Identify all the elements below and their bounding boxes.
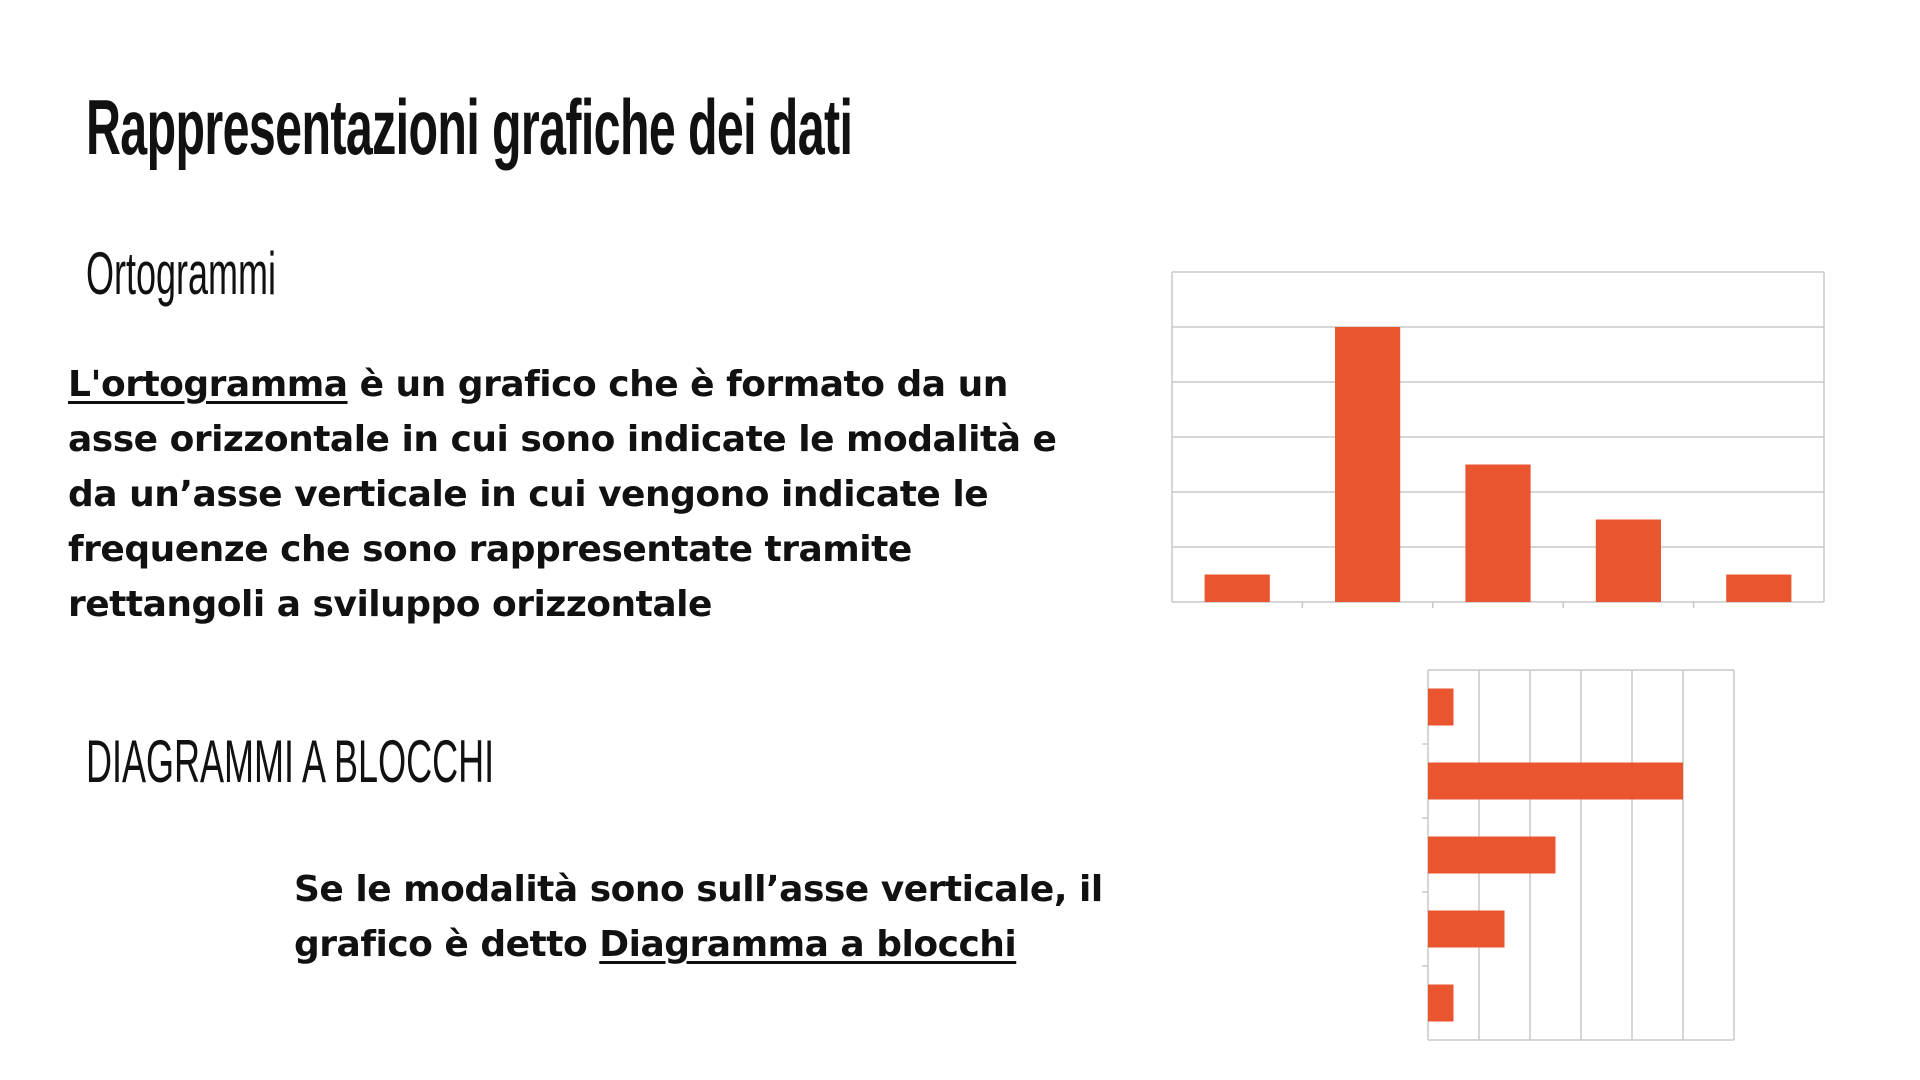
diagramma-definition <box>294 862 1194 972</box>
bar <box>1428 689 1454 726</box>
bar <box>1428 985 1454 1022</box>
bar <box>1465 465 1530 603</box>
bar <box>1596 520 1661 603</box>
definition-line: grafico è detto <box>294 924 600 965</box>
section-heading-diagrammi: DIAGRAMMI A BLOCCHI <box>86 728 495 795</box>
definition-line: rettangoli a sviluppo orizzontale <box>68 584 712 625</box>
vertical-bar-chart <box>1168 262 1828 612</box>
page-title: Rappresentazioni grafiche dei dati <box>86 83 853 171</box>
ortogramma-definition <box>68 357 1148 632</box>
bar <box>1428 763 1683 800</box>
definition-line: Se le modalità sono sull’asse verticale, il <box>294 869 1103 910</box>
bar <box>1428 911 1505 948</box>
ortogramma-term: L'ortogramma <box>68 364 348 405</box>
definition-line: frequenze che sono rappresentate tramite <box>68 529 912 570</box>
bar <box>1428 837 1556 874</box>
definition-line: da un’asse verticale in cui vengono indicate le <box>68 474 989 515</box>
definition-line: asse orizzontale in cui sono indicate le modalità e <box>68 419 1057 460</box>
bar <box>1726 575 1791 603</box>
section-heading-ortogrammi: Ortogrammi <box>86 240 277 307</box>
bar <box>1335 327 1400 602</box>
diagramma-term: Diagramma a blocchi <box>599 924 1017 965</box>
horizontal-bar-chart <box>1418 664 1738 1044</box>
definition-line: è un grafico che è formato da un <box>347 364 1008 405</box>
bar <box>1205 575 1270 603</box>
